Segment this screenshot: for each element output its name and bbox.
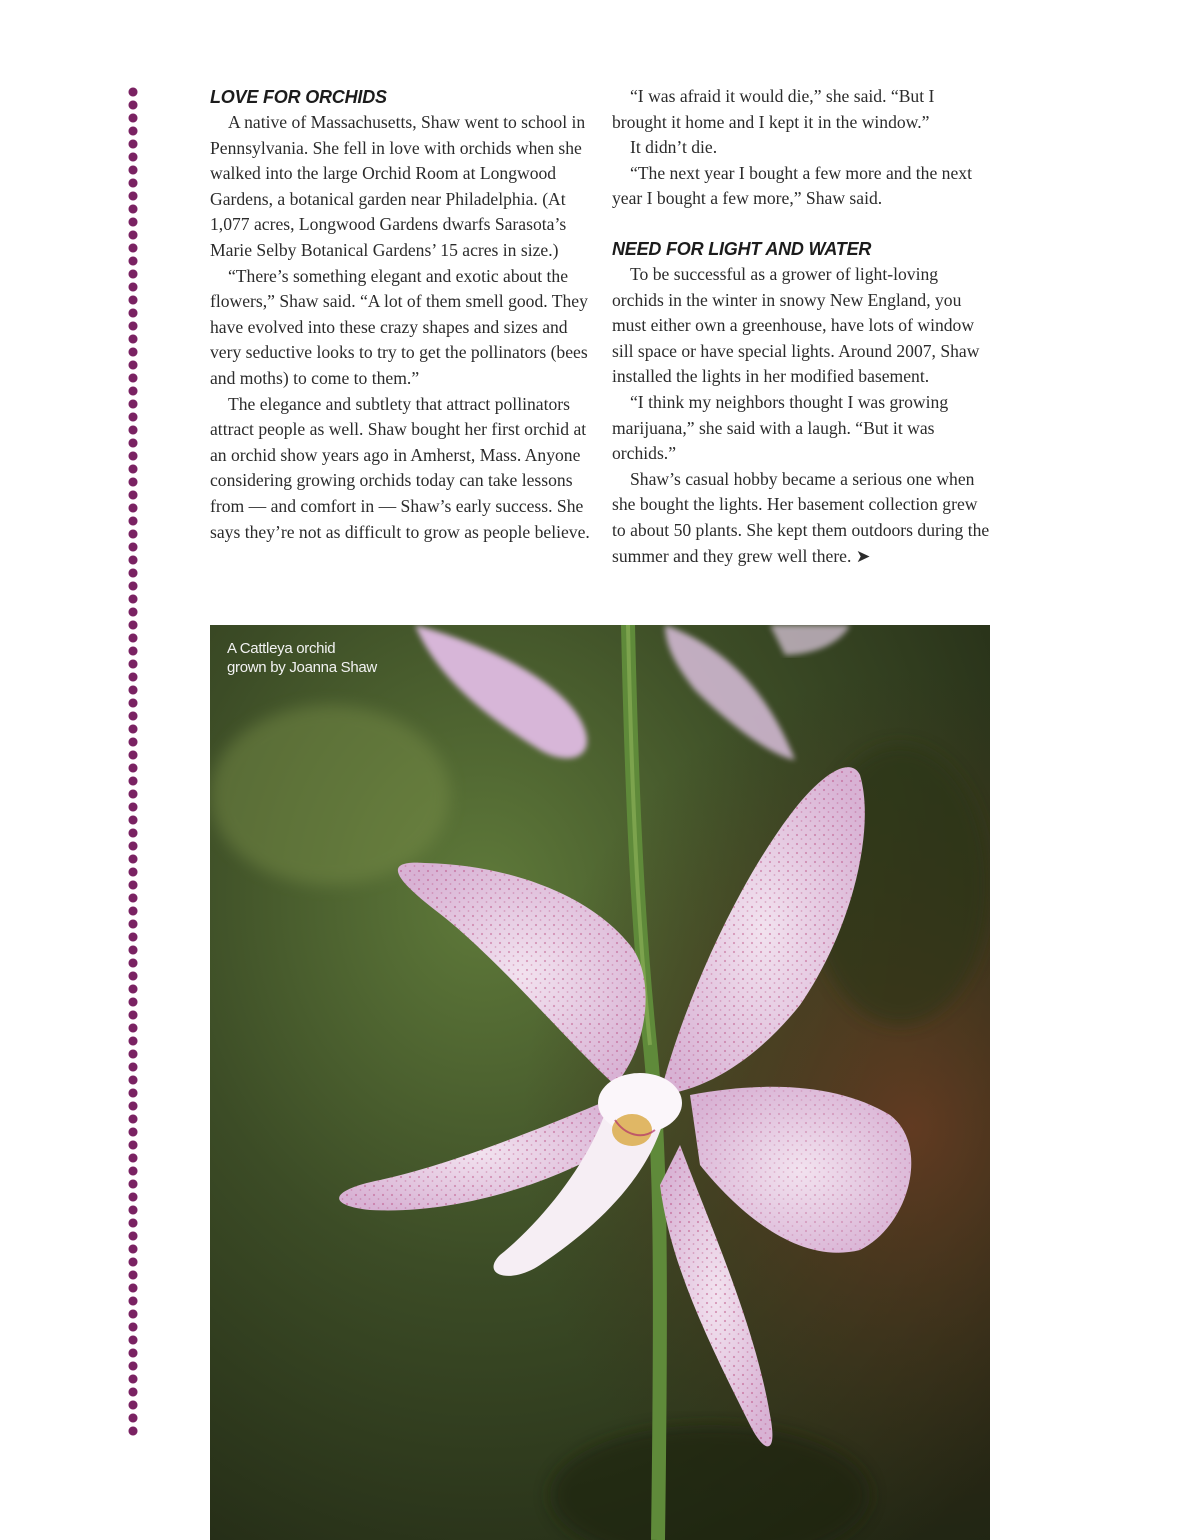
body-paragraph: “I think my neighbors thought I was growing marijuana,” she said with a laugh. “But it was orchids.” <box>612 391 949 464</box>
section-heading-need-for-light-and-water: NEED FOR LIGHT AND WATER <box>612 238 872 259</box>
body-paragraph: “There’s something elegant and exotic about the flowers,” Shaw said. “A lot of them smell good. They have evolved into these crazy shapes and sizes and very seductive looks to try to get the pollinators (bees and moths) to come to them.” <box>210 265 588 388</box>
photo-caption <box>227 639 427 677</box>
orchid-illustration <box>210 625 990 1540</box>
body-paragraph: The elegance and subtlety that attract pollinators attract people as well. Shaw bought her first orchid at an orchid show years ago in Amherst, Mass. Anyone considering growing orchids today can take lessons from — and comfort in — Shaw’s early success. She says they’re not as difficult to grow as people believe. <box>210 393 590 542</box>
photo-caption-line: grown by Joanna Shaw <box>227 659 377 676</box>
body-paragraph: To be successful as a grower of light-loving orchids in the winter in snowy New England, you must either own a greenhouse, have lots of window sill space or have special lights. Around 2007, Shaw installed the lights in her modified basement. <box>612 263 980 387</box>
section-heading-love-for-orchids: LOVE FOR ORCHIDS <box>210 87 387 107</box>
body-paragraph: It didn’t die. <box>630 137 718 158</box>
article-column-left <box>210 84 594 545</box>
article-column-right <box>612 84 992 569</box>
orchid-photo <box>210 625 990 1540</box>
body-paragraph: “I was afraid it would die,” she said. “But I brought it home and I kept it in the window.” <box>612 86 935 132</box>
decorative-dot-border <box>127 86 139 1438</box>
photo-caption-line: A Cattleya orchid <box>227 640 336 657</box>
body-paragraph: Shaw’s casual hobby became a serious one when she bought the lights. Her basement collection grew to about 50 plants. She kept them outdoors during the summer and they grew well there. ➤ <box>612 468 990 566</box>
body-paragraph: A native of Massachusetts, Shaw went to school in Pennsylvania. She fell in love with orchids when she walked into the large Orchid Room at Longwood Gardens, a botanical garden near Philadelphia. (At 1,077 acres, Longwood Gardens dwarfs Sarasota’s Marie Selby Botanical Gardens’ 15 acres in size.) <box>210 112 586 260</box>
body-paragraph: “The next year I bought a few more and the next year I bought a few more,” Shaw said. <box>612 162 972 209</box>
